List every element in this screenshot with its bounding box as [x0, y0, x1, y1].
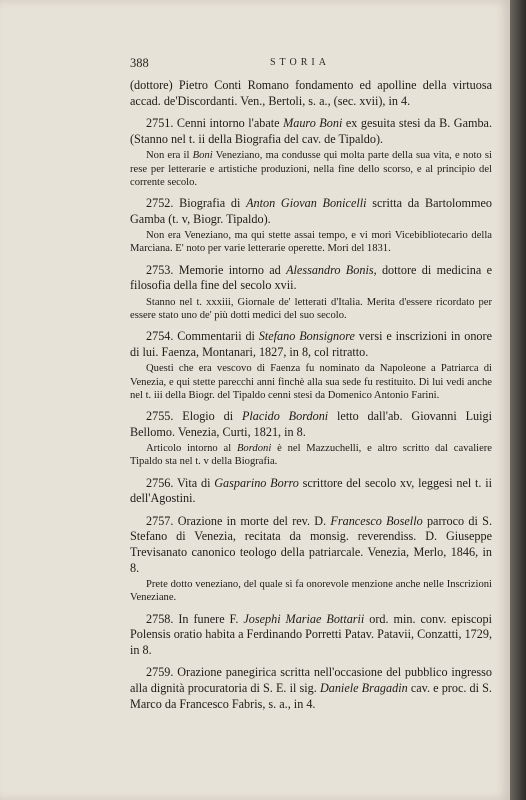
entry-2759	[130, 665, 492, 712]
entry-text: 2753. Memorie intorno ad Alessandro Bonis, dottore di medicina e filosofia della fine del secolo xvii.	[130, 262, 492, 293]
entry-note: Questi che era vescovo di Faenza fu nominato da Napoleone a Patriarca di Venezia, e qui stette parecchi anni finchè alla sua sede fu restituito. Di lui vedi anche nel t. iii della Biogr. del Tipaldo cenni stesi da Domenico Antonio Farini.	[130, 363, 492, 401]
entry-text: 2759. Orazione panegirica scritta nell'occasione del pubblico ingresso alla dignità procuratoria di S. E. il sig. Daniele Bragadin cav. e proc. di S. Marco da Francesco Fabris, s. a., in 4.	[130, 665, 492, 711]
page-number: 388	[130, 56, 149, 70]
running-head: STORIA	[270, 57, 330, 68]
entry-2752	[130, 196, 492, 256]
entry-2753	[130, 263, 492, 323]
entry-note: Stanno nel t. xxxiii, Giornale de' letterati d'Italia. Merita d'essere ricordato per essere stato uno de' più dotti medici del suo secolo.	[130, 296, 492, 321]
entry-2751	[130, 116, 492, 189]
page-edge-shadow	[510, 0, 526, 800]
entry-text: 2758. In funere F. Josephi Mariae Bottarii ord. min. conv. episcopi Polensis oratio habita a Ferdinando Porretti Patav. Patavii, Conzatti, 1729, in 8.	[130, 611, 492, 657]
entry-2756	[130, 476, 492, 507]
entry-2754	[130, 329, 492, 402]
entry-text: 2751. Cenni intorno l'abate Mauro Boni ex gesuita stesi da B. Gamba. (Stanno nel t. ii della Biografia del cav. de Tipaldo).	[130, 116, 493, 146]
entry-note: Prete dotto veneziano, del quale si fa onorevole menzione anche nelle Inscrizioni Veneziane.	[130, 579, 492, 604]
entry-note: Articolo intorno al Bordoni è nel Mazzuchelli, e altro scritto dal cavaliere Tipaldo sta nel t. v della Biografia.	[130, 443, 493, 468]
page-header	[130, 56, 490, 72]
entry-2757	[130, 514, 492, 605]
entry-text: 2754. Commentarii di Stefano Bonsignore versi e inscrizioni in onore di lui. Faenza, Montanari, 1827, in 8, col ritratto.	[130, 329, 492, 359]
continuation-text: (dottore) Pietro Conti Romano fondamento ed apolline della virtuosa accad. de'Discordanti. Ven., Bertoli, s. a., (sec. xvii), in 4.	[130, 78, 492, 108]
entry-2758	[130, 612, 492, 659]
entry-2755	[130, 409, 492, 469]
entry-text: 2752. Biografia di Anton Giovan Bonicelli scritta da Bartolommeo Gamba (t. v, Biogr. Tipaldo).	[130, 195, 492, 226]
entry-text: 2756. Vita di Gasparino Borro scrittore del secolo xv, leggesi nel t. ii dell'Agostini.	[130, 475, 492, 506]
entry-note: Non era Veneziano, ma qui stette assai tempo, e vi morì Vicebibliotecario della Marciana. E' noto per varie letterarie operette. Mori del 1831.	[130, 230, 492, 255]
entry-text: 2755. Elogio di Placido Bordoni letto dall'ab. Giovanni Luigi Bellomo. Venezia, Curti, 1821, in 8.	[130, 408, 492, 439]
page-body	[130, 78, 492, 712]
entry-text: 2757. Orazione in morte del rev. D. Francesco Bosello parroco di S. Stefano di Venezia, recitata da monsig. reverendiss. D. Giuseppe Trevisanato canonico teologo della patriarcale. Venezia, Merlo, 1846, in 8.	[130, 513, 492, 575]
entry-note: Non era il Boni Veneziano, ma condusse qui molta parte della sua vita, e noto si rese per letterarie e artistiche produzioni, nella fine dello scorso, e al principio del corrente secolo.	[130, 150, 492, 188]
